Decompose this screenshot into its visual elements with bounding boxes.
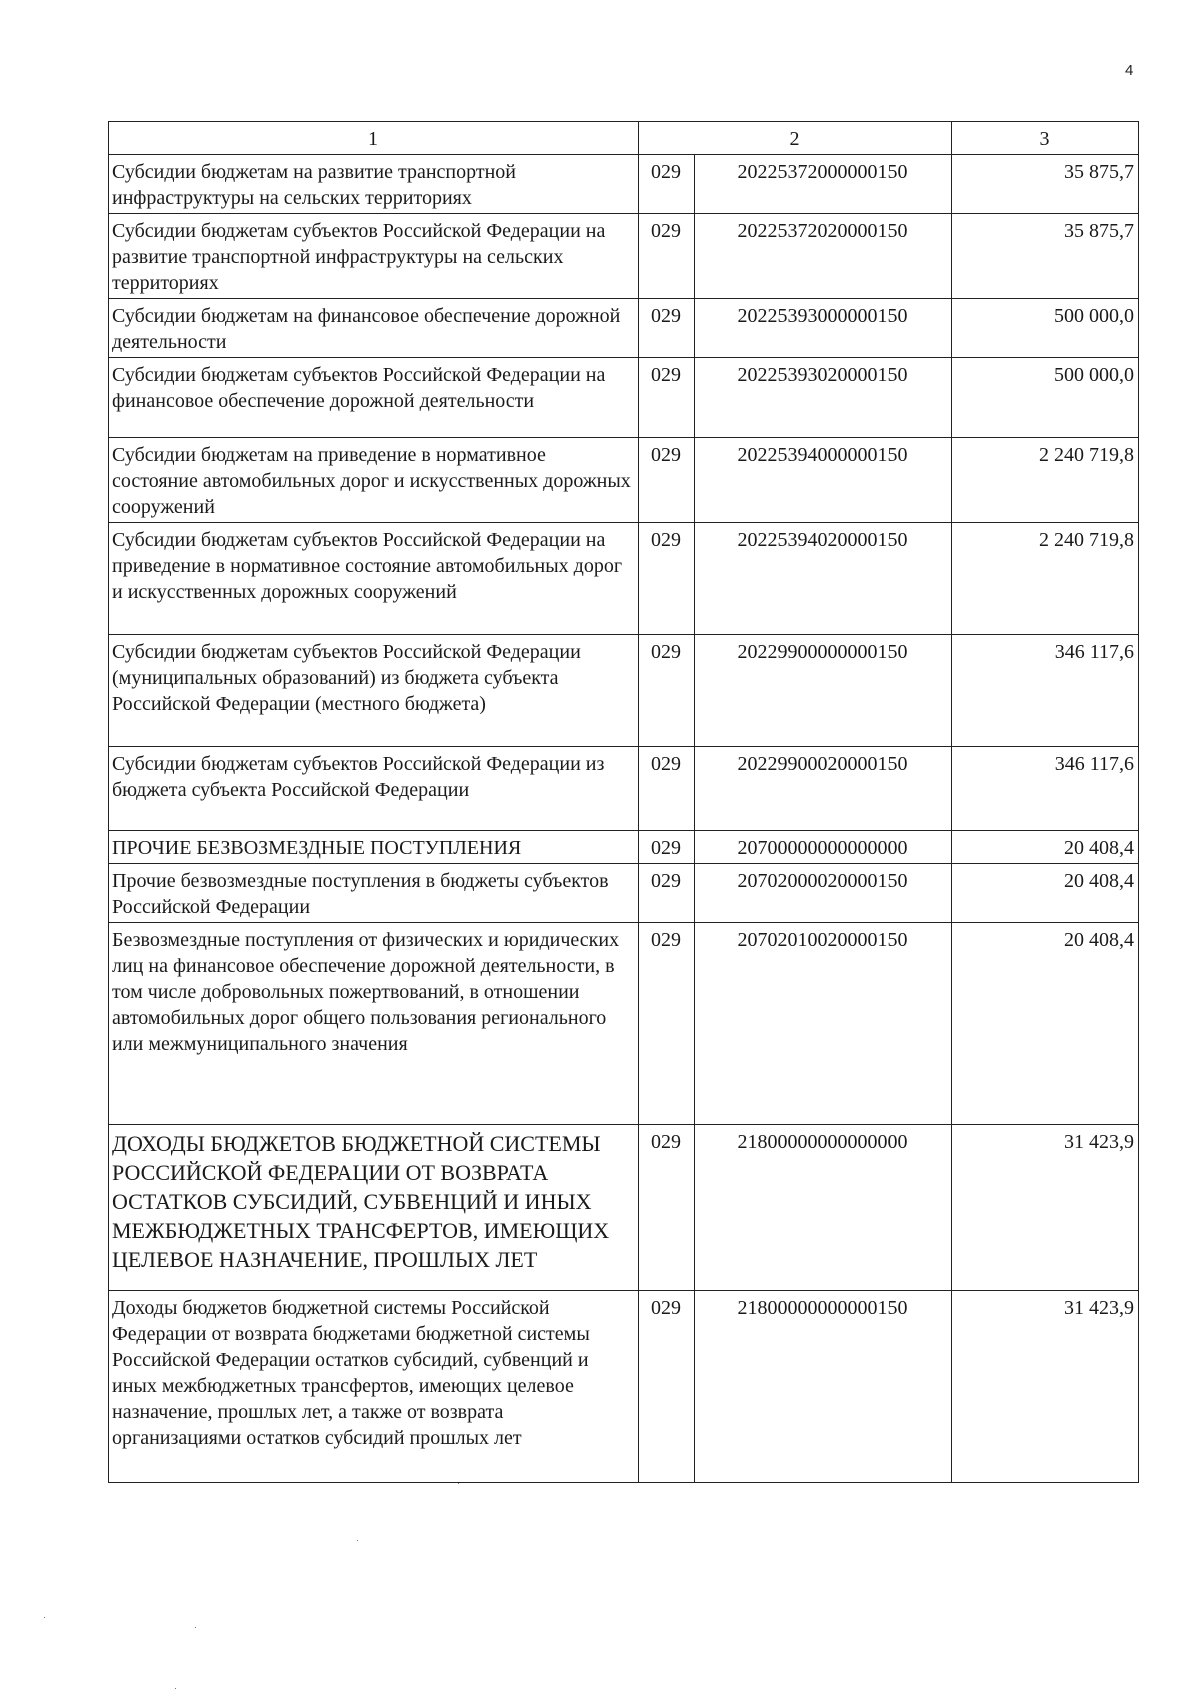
table-row bbox=[109, 214, 1139, 299]
row-admin-code: 029 bbox=[639, 635, 695, 747]
row-amount: 2 240 719,8 bbox=[952, 438, 1139, 523]
row-budget-code: 20700000000000000 bbox=[695, 831, 952, 864]
table-row bbox=[109, 523, 1139, 635]
row-admin-code: 029 bbox=[639, 438, 695, 523]
row-budget-code: 20225372020000150 bbox=[695, 214, 952, 299]
table-row bbox=[109, 438, 1139, 523]
column-header-1: 1 bbox=[109, 122, 639, 155]
table-row bbox=[109, 299, 1139, 358]
row-name: Доходы бюджетов бюджетной системы Российской Федерации от возврата бюджетами бюджетной системы Российской Федерации остатков субсидий, субвенций и иных межбюджетных трансфертов, имеющих целевое назначение, прошлых лет, а также от возврата организациями остатков субсидий прошлых лет bbox=[109, 1291, 639, 1483]
row-name: Субсидии бюджетам субъектов Российской Федерации на приведение в нормативное состояние автомобильных дорог и искусственных дорожных сооружений bbox=[109, 523, 639, 635]
row-amount: 500 000,0 bbox=[952, 299, 1139, 358]
row-amount: 35 875,7 bbox=[952, 155, 1139, 214]
page-number: 4 bbox=[1125, 62, 1134, 79]
table-row bbox=[109, 923, 1139, 1125]
table-header-row bbox=[109, 122, 1139, 155]
row-amount: 20 408,4 bbox=[952, 831, 1139, 864]
budget-revenue-table bbox=[108, 121, 1139, 1483]
row-budget-code: 20229900000000150 bbox=[695, 635, 952, 747]
scan-speck bbox=[195, 1627, 196, 1628]
row-amount: 31 423,9 bbox=[952, 1125, 1139, 1291]
table-row bbox=[109, 831, 1139, 864]
row-name: Субсидии бюджетам на финансовое обеспечение дорожной деятельности bbox=[109, 299, 639, 358]
row-budget-code: 21800000000000150 bbox=[695, 1291, 952, 1483]
row-admin-code: 029 bbox=[639, 214, 695, 299]
row-admin-code: 029 bbox=[639, 1291, 695, 1483]
scan-speck bbox=[44, 1617, 45, 1618]
table-row bbox=[109, 747, 1139, 831]
table-row bbox=[109, 1125, 1139, 1291]
row-amount: 2 240 719,8 bbox=[952, 523, 1139, 635]
row-amount: 500 000,0 bbox=[952, 358, 1139, 438]
row-admin-code: 029 bbox=[639, 923, 695, 1125]
row-admin-code: 029 bbox=[639, 358, 695, 438]
row-budget-code: 20702000020000150 bbox=[695, 864, 952, 923]
table-row bbox=[109, 864, 1139, 923]
row-budget-code: 20229900020000150 bbox=[695, 747, 952, 831]
scan-speck bbox=[357, 1540, 358, 1541]
row-admin-code: 029 bbox=[639, 523, 695, 635]
scan-speck bbox=[458, 1483, 459, 1484]
row-name: ПРОЧИЕ БЕЗВОЗМЕЗДНЫЕ ПОСТУПЛЕНИЯ bbox=[109, 831, 639, 864]
row-name: Субсидии бюджетам на приведение в нормативное состояние автомобильных дорог и искусственных дорожных сооружений bbox=[109, 438, 639, 523]
table-row bbox=[109, 1291, 1139, 1483]
row-budget-code: 20225372000000150 bbox=[695, 155, 952, 214]
row-amount: 346 117,6 bbox=[952, 747, 1139, 831]
row-amount: 31 423,9 bbox=[952, 1291, 1139, 1483]
row-budget-code: 20225393000000150 bbox=[695, 299, 952, 358]
row-name: Субсидии бюджетам на развитие транспортной инфраструктуры на сельских территориях bbox=[109, 155, 639, 214]
row-admin-code: 029 bbox=[639, 747, 695, 831]
column-header-2: 2 bbox=[639, 122, 952, 155]
row-name: Субсидии бюджетам субъектов Российской Федерации на развитие транспортной инфраструктуры на сельских территориях bbox=[109, 214, 639, 299]
row-admin-code: 029 bbox=[639, 831, 695, 864]
row-name: ДОХОДЫ БЮДЖЕТОВ БЮДЖЕТНОЙ СИСТЕМЫ РОССИЙСКОЙ ФЕДЕРАЦИИ ОТ ВОЗВРАТА ОСТАТКОВ СУБСИДИЙ, СУБВЕНЦИЙ И ИНЫХ МЕЖБЮДЖЕТНЫХ ТРАНСФЕРТОВ, ИМЕЮЩИХ ЦЕЛЕВОЕ НАЗНАЧЕНИЕ, ПРОШЛЫХ ЛЕТ bbox=[109, 1125, 639, 1291]
row-amount: 20 408,4 bbox=[952, 864, 1139, 923]
row-name: Прочие безвозмездные поступления в бюджеты субъектов Российской Федерации bbox=[109, 864, 639, 923]
row-budget-code: 20225393020000150 bbox=[695, 358, 952, 438]
column-header-3: 3 bbox=[952, 122, 1139, 155]
row-admin-code: 029 bbox=[639, 155, 695, 214]
row-budget-code: 21800000000000000 bbox=[695, 1125, 952, 1291]
row-name: Субсидии бюджетам субъектов Российской Федерации из бюджета субъекта Российской Федерации bbox=[109, 747, 639, 831]
table-row bbox=[109, 155, 1139, 214]
row-budget-code: 20702010020000150 bbox=[695, 923, 952, 1125]
row-name: Субсидии бюджетам субъектов Российской Федерации на финансовое обеспечение дорожной деятельности bbox=[109, 358, 639, 438]
row-name: Безвозмездные поступления от физических и юридических лиц на финансовое обеспечение дорожной деятельности, в том числе добровольных пожертвований, в отношении автомобильных дорог общего пользования регионального или межмуниципального значения bbox=[109, 923, 639, 1125]
row-admin-code: 029 bbox=[639, 864, 695, 923]
row-amount: 346 117,6 bbox=[952, 635, 1139, 747]
row-name: Субсидии бюджетам субъектов Российской Федерации (муниципальных образований) из бюджета субъекта Российской Федерации (местного бюджета) bbox=[109, 635, 639, 747]
table-row bbox=[109, 358, 1139, 438]
row-amount: 35 875,7 bbox=[952, 214, 1139, 299]
row-admin-code: 029 bbox=[639, 299, 695, 358]
table-row bbox=[109, 635, 1139, 747]
scan-speck bbox=[175, 1688, 176, 1689]
row-amount: 20 408,4 bbox=[952, 923, 1139, 1125]
row-admin-code: 029 bbox=[639, 1125, 695, 1291]
row-budget-code: 20225394000000150 bbox=[695, 438, 952, 523]
row-budget-code: 20225394020000150 bbox=[695, 523, 952, 635]
